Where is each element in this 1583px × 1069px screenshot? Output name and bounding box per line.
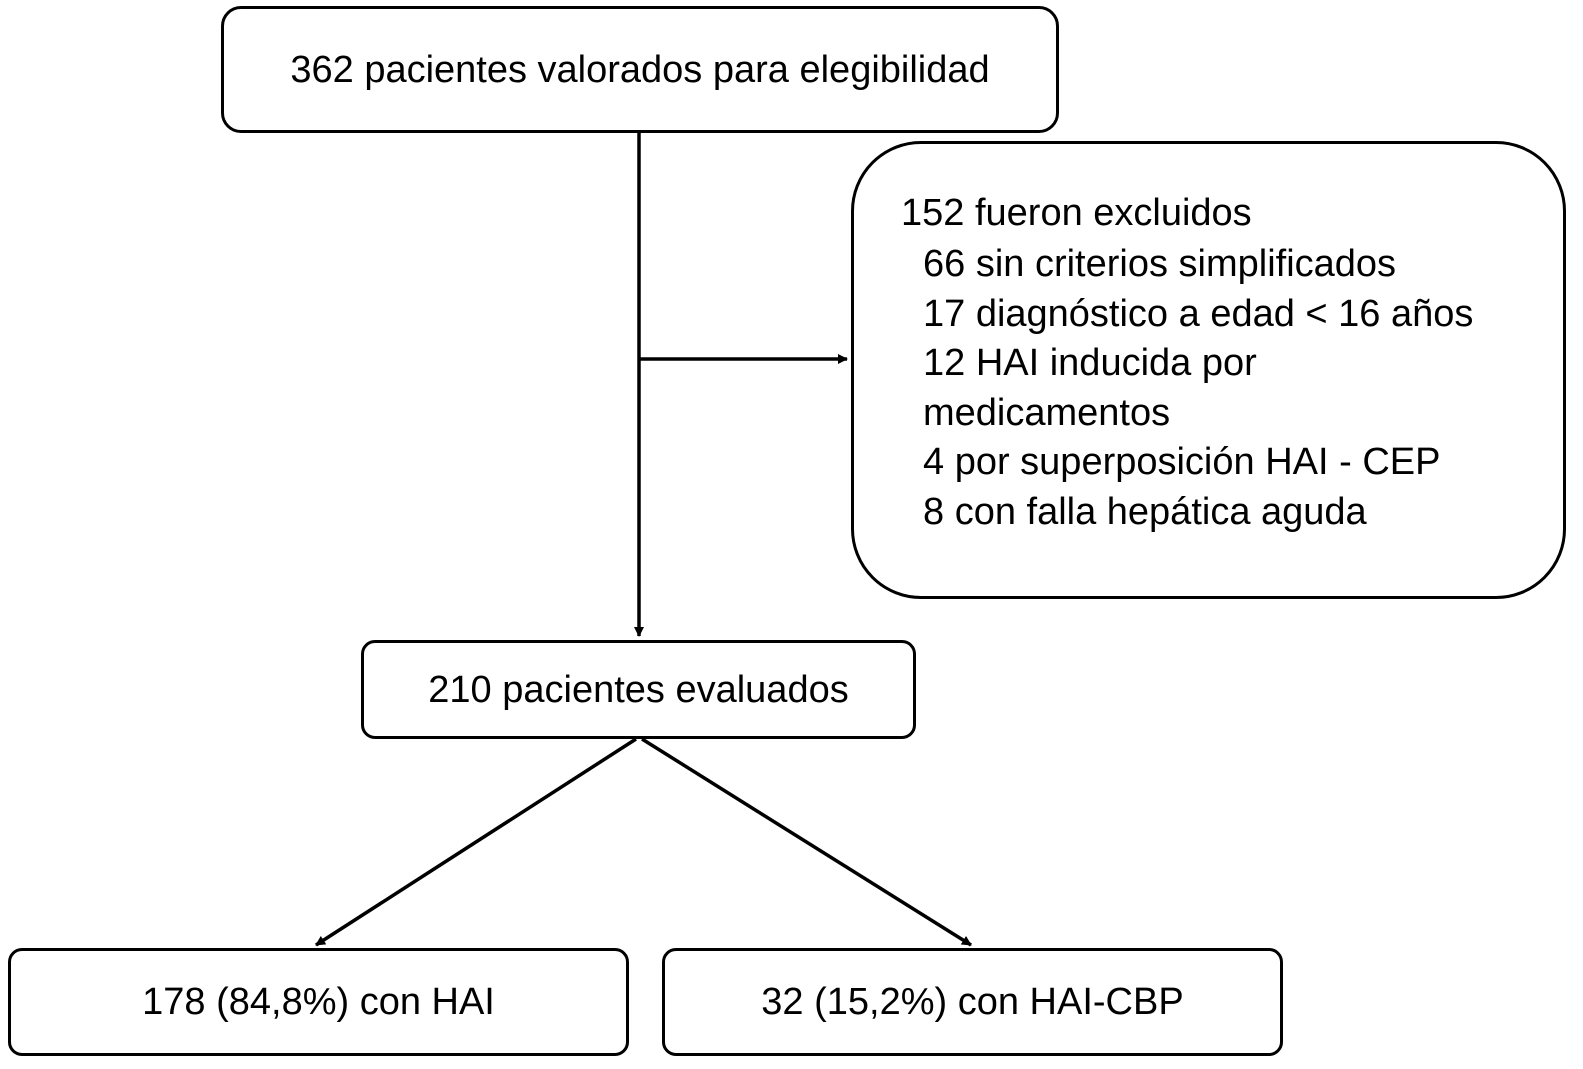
excluded-reason-item: 8 con falla hepática aguda — [923, 490, 1367, 533]
hai-outcome-box — [8, 948, 629, 1056]
arrow-evaluated-to-hai-cbp — [642, 739, 971, 945]
excluded-reason-item: 4 por superposición HAI - CEP — [923, 441, 1441, 483]
screened-label: 362 pacientes valorados para elegibilidad — [290, 48, 990, 91]
screened-box — [221, 6, 1059, 133]
excluded-reason-item: 12 HAI inducida por medicamentos — [923, 342, 1257, 434]
excluded-box — [851, 141, 1566, 599]
hai-cbp-outcome-label: 32 (15,2%) con HAI-CBP — [761, 981, 1184, 1023]
evaluated-label: 210 pacientes evaluados — [428, 668, 849, 711]
arrow-evaluated-to-hai — [316, 739, 636, 945]
excluded-reason-item: 17 diagnóstico a edad < 16 años — [923, 292, 1474, 335]
excluded-title: 152 fueron excluidos — [901, 192, 1252, 234]
hai-cbp-outcome-box — [662, 948, 1283, 1056]
excluded-reasons-list — [901, 240, 1563, 537]
hai-outcome-label: 178 (84,8%) con HAI — [142, 981, 495, 1023]
evaluated-box — [361, 640, 916, 739]
excluded-reason-item: 66 sin criterios simplificados — [923, 243, 1397, 285]
